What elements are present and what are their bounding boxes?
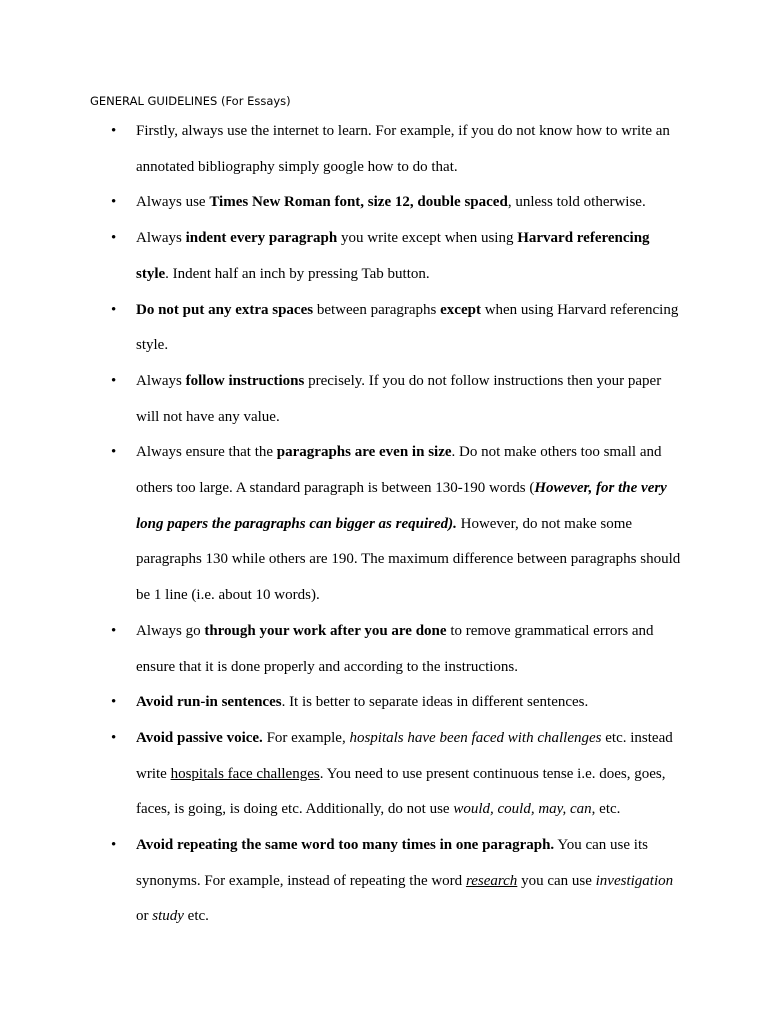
text-run: hospitals face challenges — [170, 765, 320, 782]
text-run: hospitals have been faced with challenges — [349, 729, 602, 746]
bullet-icon: • — [111, 194, 117, 211]
text-run: . Do not make others too small and others too large. A standard paragraph is between 130-190 words ( — [136, 444, 662, 497]
bullet-icon: • — [111, 729, 117, 746]
text-run: . Indent half an inch by pressing Tab button. — [165, 265, 430, 282]
text-run: paragraphs are even in size — [276, 444, 452, 461]
list-item-text — [136, 221, 681, 292]
list-item-text — [136, 721, 681, 828]
text-run: precisely. If you do not follow instructions then your paper will not have any value. — [136, 372, 662, 425]
list-item — [0, 293, 681, 364]
text-run: between paragraphs — [313, 301, 441, 318]
list-item — [0, 364, 681, 435]
text-run: research — [465, 872, 518, 889]
text-run: However, for the very long papers the paragraphs can bigger as required). — [136, 480, 667, 532]
bullet-icon: • — [111, 622, 117, 639]
list-item-text — [136, 293, 681, 364]
bullet-icon: • — [111, 123, 117, 139]
list-item — [0, 828, 681, 935]
text-run: , etc. — [591, 801, 621, 818]
text-run: Times New Roman font, size 12, double spaced — [209, 194, 508, 211]
text-run: follow instructions — [185, 372, 305, 389]
text-run: . You need to use present continuous tense i.e. does, goes, faces, is going, is doing etc. Additionally, do not use — [136, 765, 666, 818]
text-run: Do not put any extra spaces — [136, 301, 314, 318]
text-run: would, could, may, can — [453, 801, 592, 818]
text-run: indent every paragraph — [185, 230, 338, 247]
bullet-icon: • — [111, 444, 117, 461]
text-run: Avoid run-in sentences — [136, 694, 282, 711]
bullet-icon: • — [111, 372, 117, 389]
list-item — [0, 185, 681, 221]
text-run: you can use — [517, 872, 596, 889]
text-run: Avoid passive voice. — [136, 729, 263, 746]
list-item — [0, 435, 681, 614]
text-run: Always — [136, 372, 186, 389]
text-run: . It is better to separate ideas in different sentences. — [281, 694, 589, 711]
text-run: You can use its synonyms. For example, instead of repeating the word — [136, 837, 648, 889]
text-run: investigation — [595, 872, 674, 889]
text-run: you write except when using — [337, 230, 518, 247]
text-run: Always use — [136, 194, 210, 211]
bullet-icon: • — [111, 230, 117, 247]
list-item-text — [136, 185, 681, 221]
text-run: However, do not make some paragraphs 130 while others are 190. The maximum difference between paragraphs should be 1 line (i.e. about 10 words). — [136, 515, 681, 604]
list-item-text — [136, 614, 681, 685]
list-item-text — [136, 685, 681, 721]
text-run: Always go — [136, 622, 205, 639]
list-item-text — [136, 828, 681, 935]
list-item — [0, 685, 681, 721]
text-run: when using Harvard referencing style. — [136, 301, 679, 354]
list-item — [0, 221, 681, 292]
text-run: , unless told otherwise. — [507, 194, 646, 211]
text-run: Always ensure that the — [136, 444, 277, 461]
text-run: except — [440, 301, 481, 318]
list-item — [0, 614, 681, 685]
list-item-text — [136, 435, 681, 614]
text-run: For example, — [262, 729, 350, 746]
text-run: etc. — [183, 908, 209, 925]
text-run: Firstly, always use the internet to learn. For example, if you do not know how to write an annotated bibliography simply google how to do that. — [136, 123, 670, 175]
text-run: study — [152, 908, 184, 925]
list-item-text — [136, 114, 681, 185]
text-run: or — [136, 908, 153, 925]
text-run: Always — [136, 230, 186, 247]
bullet-icon: • — [111, 694, 117, 711]
bullet-icon: • — [111, 837, 117, 854]
guidelines-list — [0, 114, 768, 935]
list-item — [0, 721, 681, 828]
text-run: to remove grammatical errors and ensure that it is done properly and according to the instructions. — [136, 622, 654, 675]
document-heading: GENERAL GUIDELINES (For Essays) — [90, 94, 291, 108]
text-run: Harvard referencing style — [136, 230, 650, 282]
list-item-text — [136, 364, 681, 435]
text-run: Avoid repeating the same word too many times in one paragraph. — [136, 837, 555, 854]
text-run: through your work after you are done — [204, 622, 447, 639]
text-run: etc. instead write — [136, 729, 673, 782]
list-item — [0, 114, 681, 185]
bullet-icon: • — [111, 301, 117, 318]
